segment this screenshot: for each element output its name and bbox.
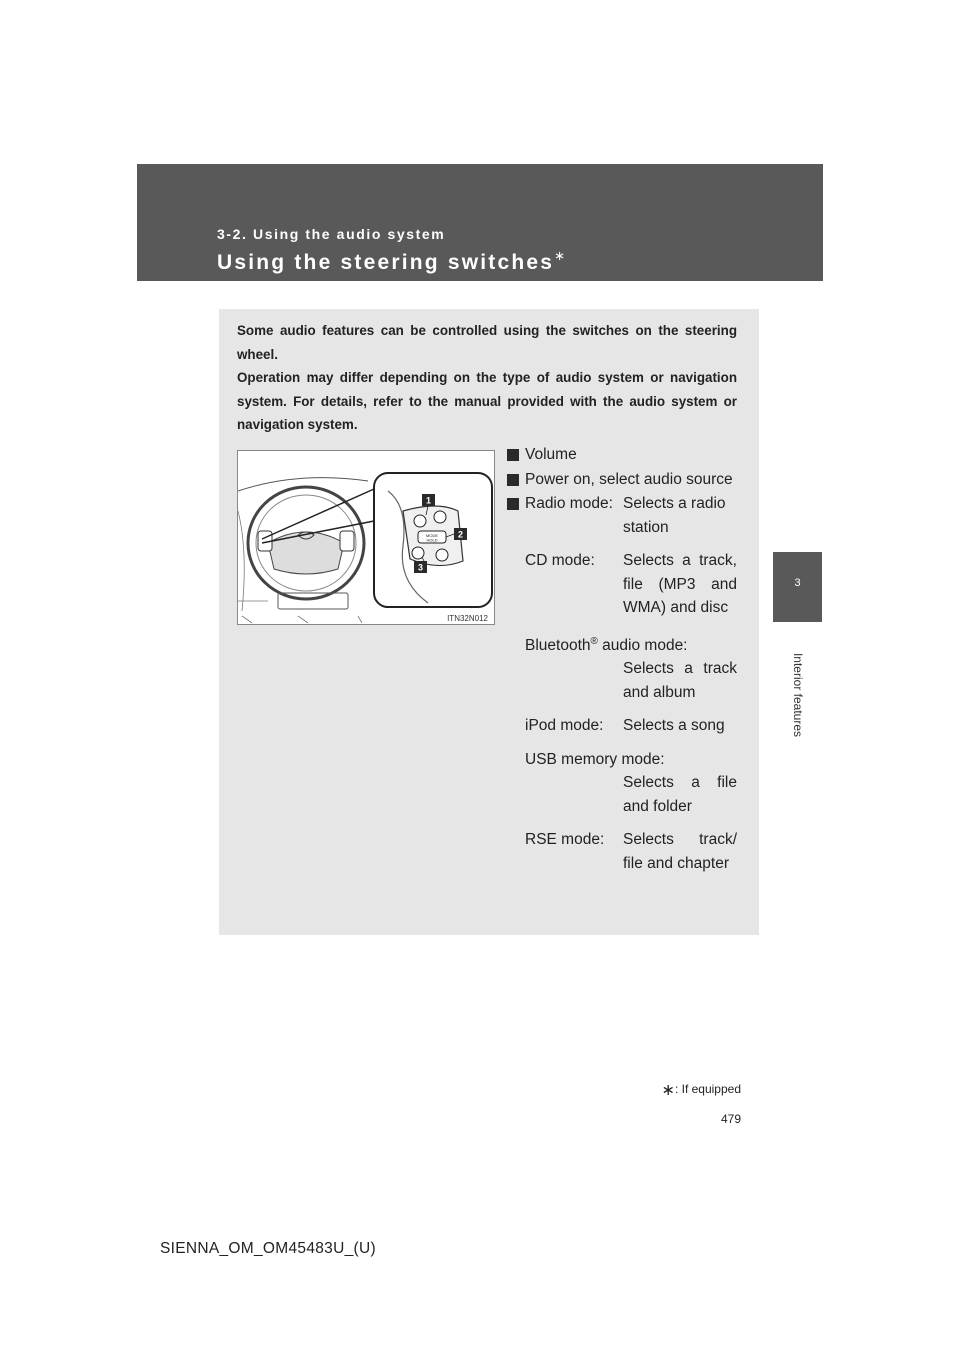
mode-rse-key: RSE mode: [525, 831, 605, 849]
mode-cd-key: CD mode: [525, 552, 595, 569]
list-item-select [507, 492, 737, 539]
chapter-number: 3 [794, 577, 801, 589]
list-item-power [507, 468, 737, 492]
hold-label: HOLD [426, 537, 438, 543]
if-equipped-mark: ∗ [554, 248, 566, 263]
page-number: 479 [721, 1112, 742, 1126]
item-2-text: Power on, select audio source [525, 470, 733, 488]
content-panel [219, 309, 759, 935]
item-2-marker [507, 474, 519, 486]
footnote-mark: ∗ [661, 1082, 675, 1099]
chapter-tab[interactable] [773, 552, 822, 622]
mode-ipod-value: Selects a song [623, 717, 725, 735]
chapter-header [137, 164, 823, 281]
callout-3-text: 3 [417, 562, 424, 573]
callout-1-text: 1 [425, 495, 432, 506]
mode-bluetooth-key-rest: audio mode: [597, 636, 688, 654]
list-item-volume [507, 443, 737, 467]
chapter-title-vertical [790, 636, 806, 756]
intro-paragraph-2: Operation may differ depending on the type of audio system or navigation system. For details, refer to the manual provided with the audio system or navigation system. [237, 370, 737, 432]
manual-code: SIENNA_OM_OM45483U_(U) [160, 1240, 376, 1257]
page-title-text: Using the steering switches [217, 251, 555, 274]
mode-usb-key: USB memory mode: [525, 750, 665, 768]
mode-bluetooth [507, 630, 737, 705]
switch-descriptions [507, 443, 737, 875]
mode-rse [507, 828, 737, 875]
mode-ipod-key: iPod mode: [525, 717, 604, 735]
registered-mark: ® [590, 635, 598, 647]
intro-text [237, 319, 737, 437]
callout-2-text: 2 [457, 529, 464, 540]
steering-switch-illustration [237, 450, 495, 625]
image-code: ITN32N012 [447, 614, 488, 623]
intro-paragraph-1: Some audio features can be controlled using the switches on the steering wheel. [237, 323, 737, 362]
steering-wheel-drawing [238, 451, 494, 624]
mode-bluetooth-value: Selects a track and album [623, 660, 737, 701]
mode-usb-value: Selects a file and folder [623, 774, 737, 815]
mode-button-label: MODE [426, 533, 438, 538]
footnote-text: : If equipped [674, 1082, 741, 1096]
mode-cd-value: Selects a track, file (MP3 and WMA) and disc [623, 552, 737, 616]
mode-bluetooth-key-text: Bluetooth [525, 636, 591, 654]
footnote [662, 1080, 741, 1100]
mode-rse-value: Selects track/ file and chapter [623, 831, 737, 872]
item-3-key: Radio mode: [525, 495, 613, 512]
mode-usb [507, 748, 737, 819]
section-label: 3-2. Using the audio system [217, 226, 446, 242]
item-3-marker [507, 498, 519, 510]
item-3-desc: Selects a radio station [623, 495, 726, 536]
page-title [217, 248, 565, 275]
mode-cd [507, 549, 737, 620]
chapter-title: Interior features [791, 652, 805, 738]
mode-ipod [507, 714, 737, 738]
item-1-marker [507, 449, 519, 461]
item-1-text: Volume [525, 446, 577, 463]
mode-bluetooth-key [525, 630, 737, 658]
